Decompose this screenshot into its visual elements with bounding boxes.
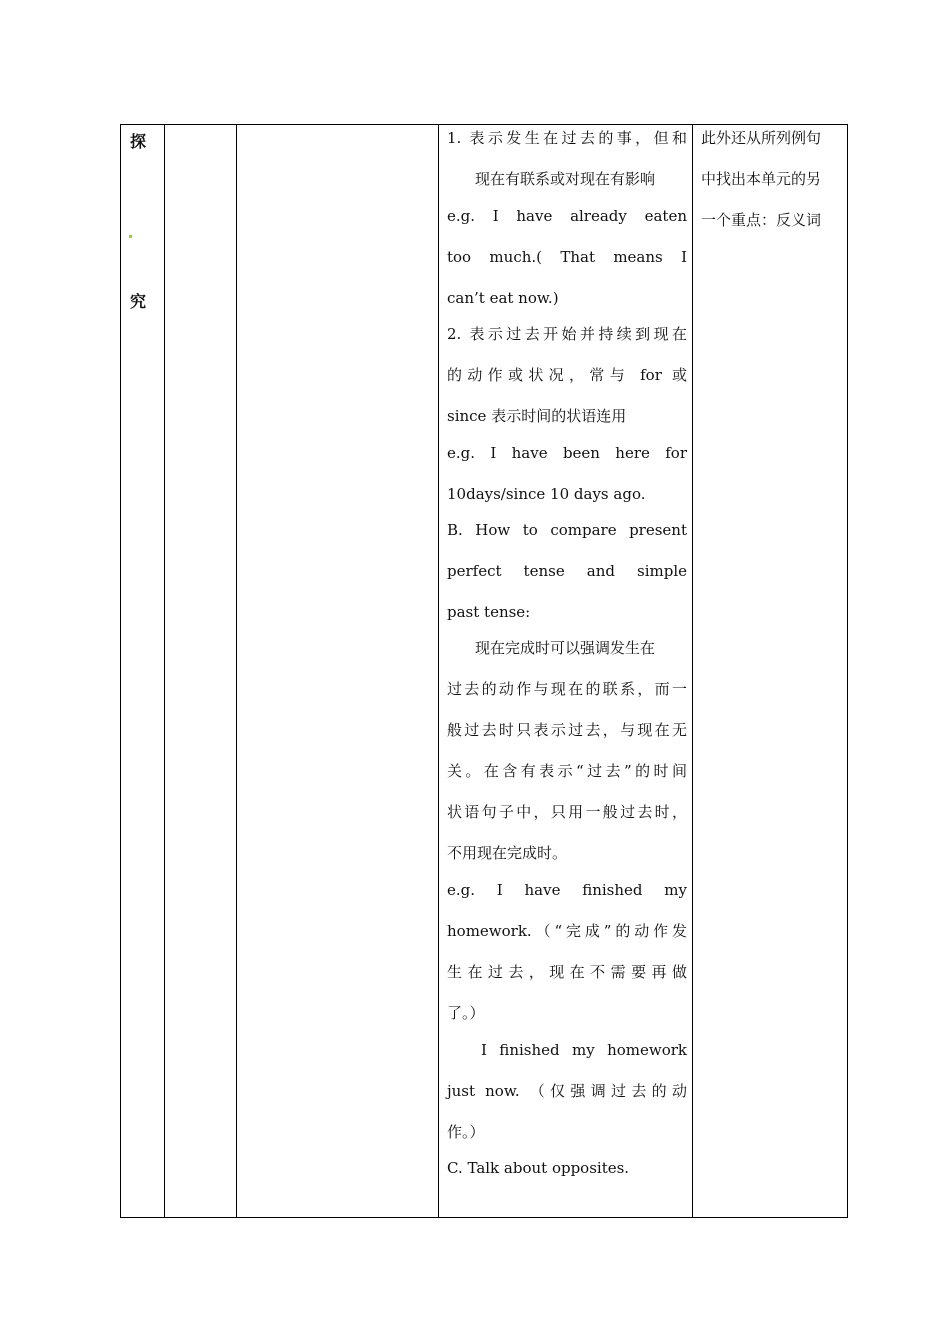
content-line: e.g. I have been here for — [447, 444, 687, 462]
content-line: homework.（“完成”的动作发 — [447, 922, 687, 940]
content-line: 10days/since 10 days ago. — [447, 485, 646, 503]
content-line: C. Talk about opposites. — [447, 1159, 630, 1177]
content-line: e.g. I have already eaten — [447, 207, 687, 225]
column-divider — [692, 125, 693, 1217]
section-label-column — [121, 125, 164, 1217]
content-line: 生在过去，现在不需要再做 — [447, 963, 687, 981]
content-line: 的动作或状况，常与 for 或 — [447, 366, 687, 384]
content-line: since 表示时间的状语连用 — [447, 407, 627, 425]
content-line: just now. （仅强调过去的动 — [447, 1082, 687, 1100]
content-line: 关。在含有表示“过去”的时间 — [447, 762, 687, 780]
section-label-char: 探 — [130, 132, 147, 151]
column-divider — [236, 125, 237, 1217]
content-line: too much.( That means I — [447, 248, 687, 266]
note-line: 中找出本单元的另 — [701, 170, 822, 188]
content-line: e.g. I have finished my — [447, 881, 687, 899]
content-line: 现在有联系或对现在有影响 — [475, 170, 656, 188]
content-line: 1. 表示发生在过去的事，但和 — [447, 129, 687, 147]
note-line: 一个重点：反义词 — [701, 211, 822, 229]
content-line: I finished my homework — [481, 1041, 687, 1059]
content-line: 过去的动作与现在的联系，而一 — [447, 680, 687, 698]
note-line: 此外还从所列例句 — [701, 129, 822, 147]
content-line: 2. 表示过去开始并持续到现在 — [447, 325, 687, 343]
mark-dot — [129, 235, 132, 238]
column-divider — [438, 125, 439, 1217]
content-line: 现在完成时可以强调发生在 — [475, 639, 656, 657]
content-line: perfect tense and simple — [447, 562, 687, 580]
content-line: B. How to compare present — [447, 521, 687, 539]
content-line: 状语句子中，只用一般过去时， — [447, 803, 687, 821]
content-line: 般过去时只表示过去，与现在无 — [447, 721, 687, 739]
content-line: 了。） — [447, 1004, 485, 1022]
column-divider — [164, 125, 165, 1217]
document-table — [120, 124, 848, 1218]
content-line: past tense: — [447, 603, 531, 621]
section-label-char: 究 — [130, 292, 147, 311]
content-line: 作。） — [447, 1123, 485, 1141]
content-line: can’t eat now.) — [447, 289, 559, 307]
content-line: 不用现在完成时。 — [447, 844, 568, 862]
